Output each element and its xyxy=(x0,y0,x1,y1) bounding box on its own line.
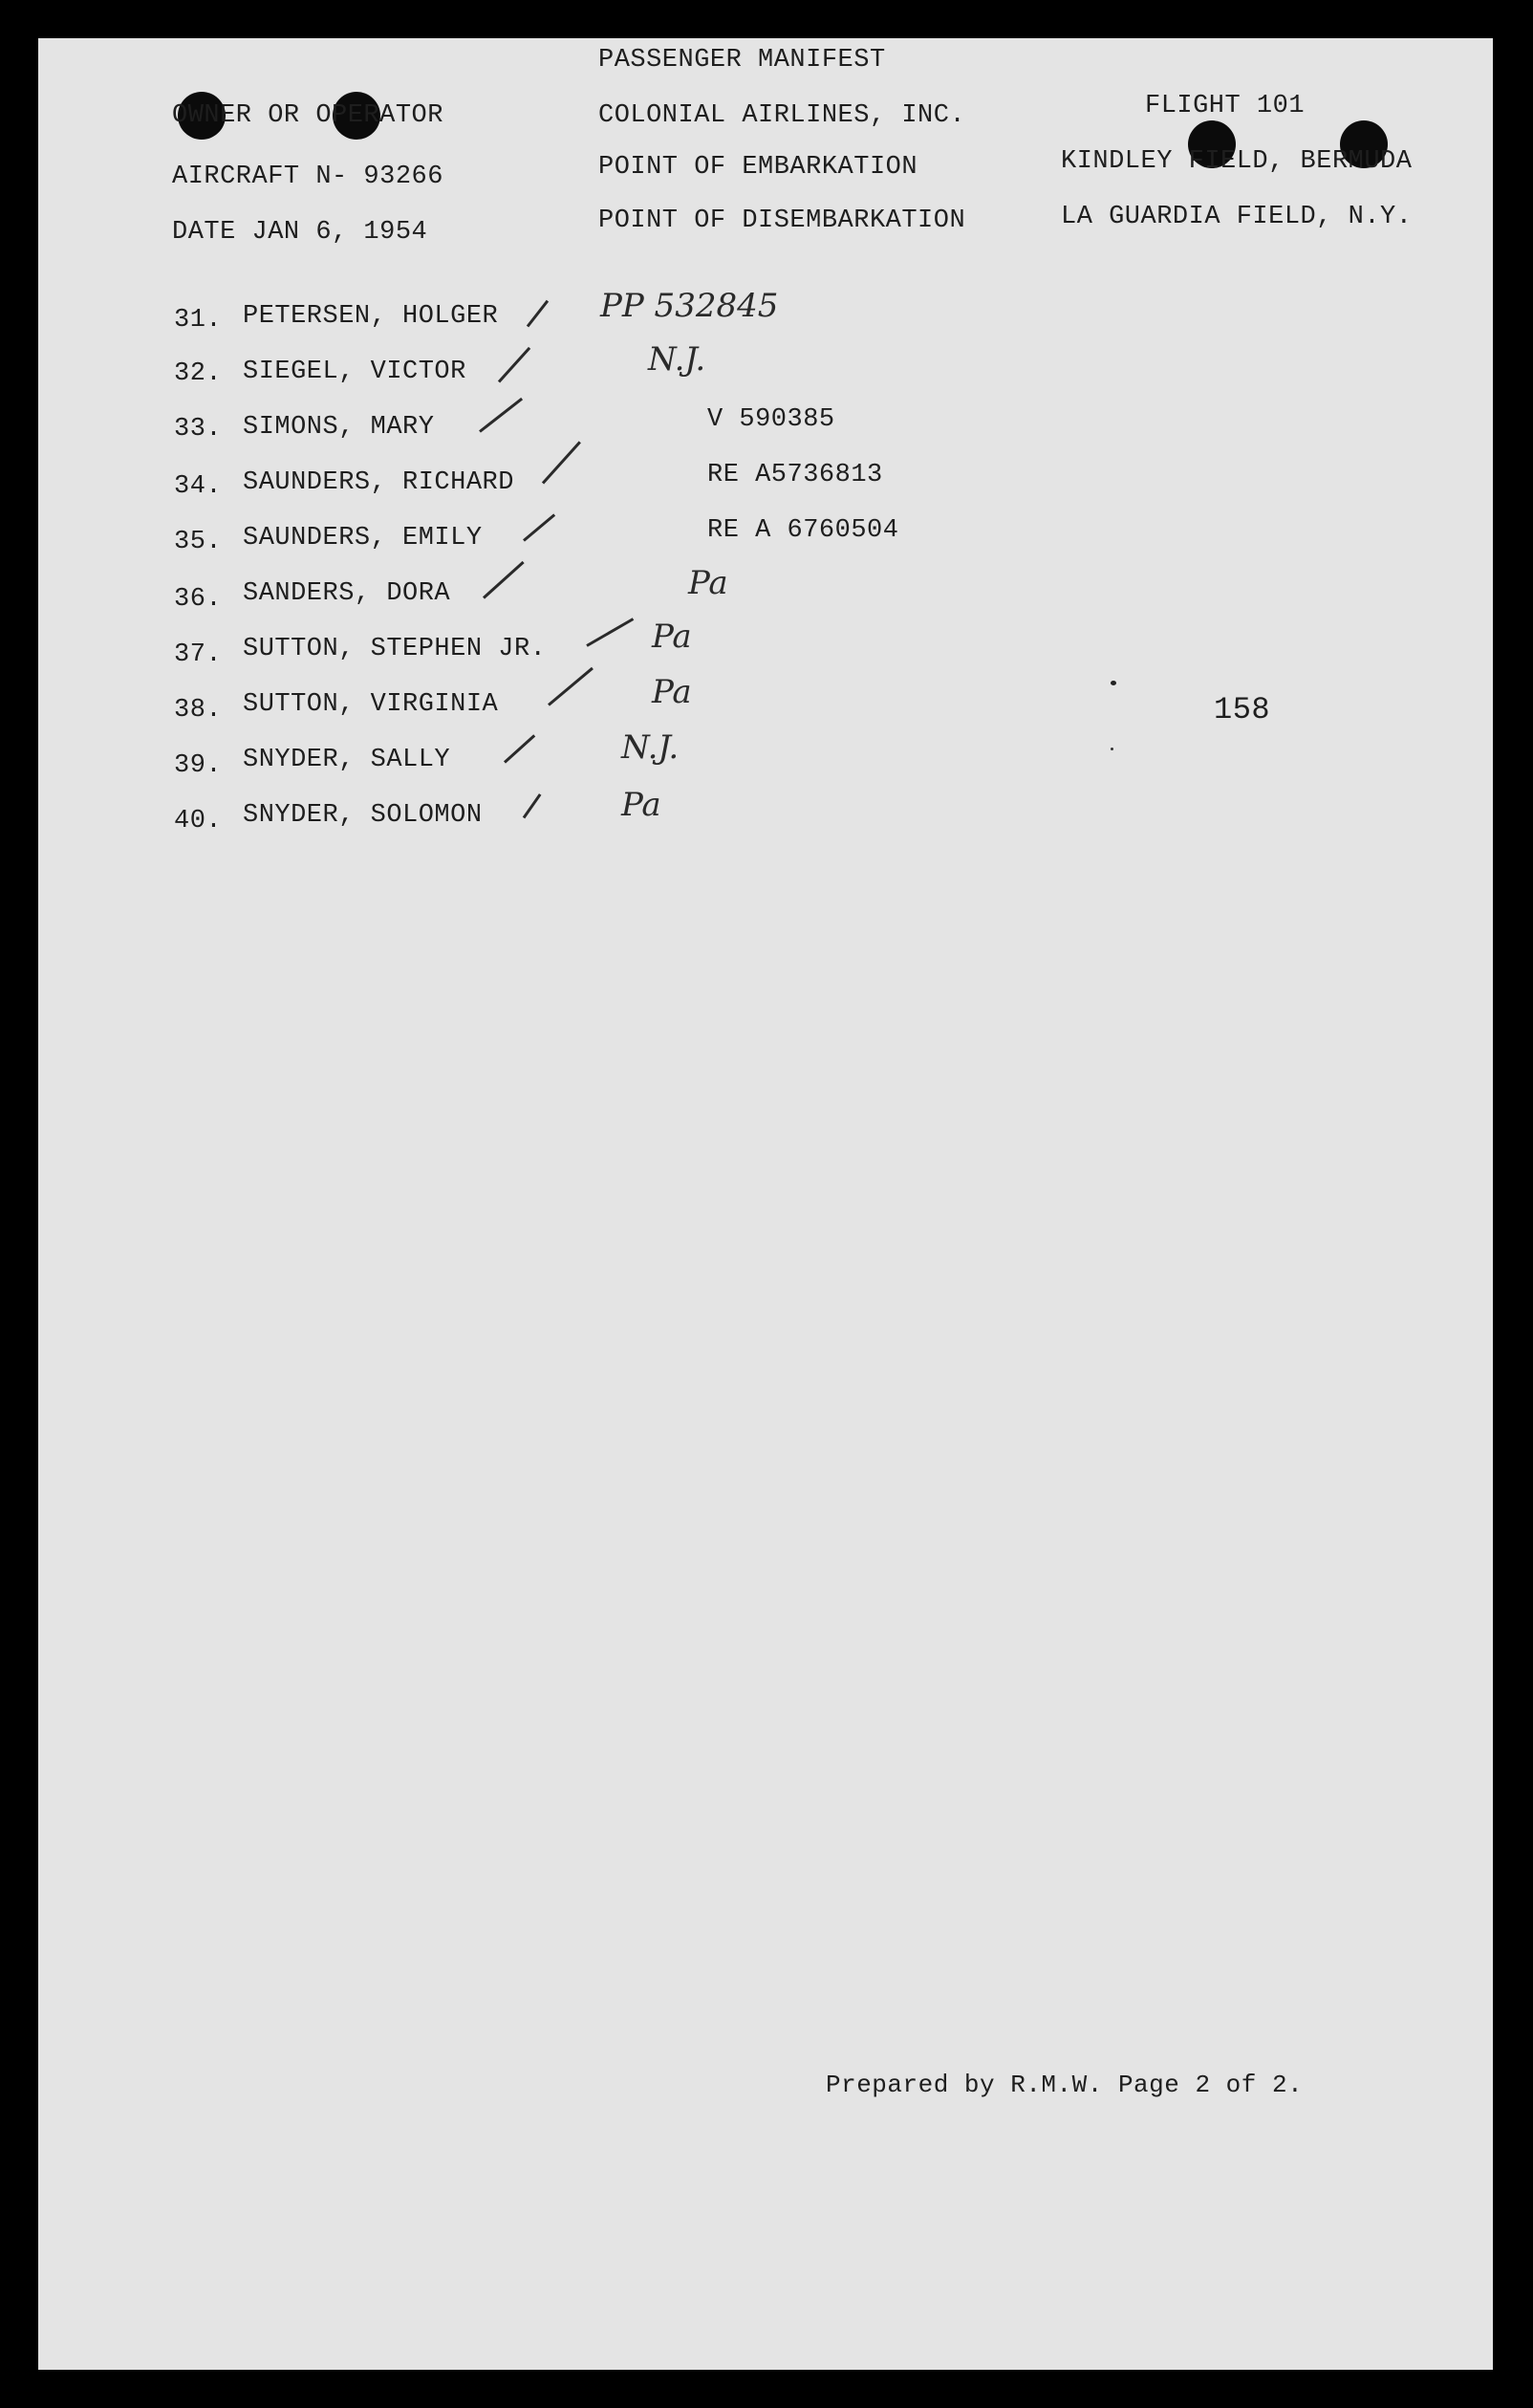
check-mark xyxy=(523,793,542,818)
operator-name: COLONIAL AIRLINES, INC. xyxy=(598,101,966,130)
row-number: 38. xyxy=(174,696,223,725)
flight-number: FLIGHT 101 xyxy=(1145,92,1306,120)
row-number: 39. xyxy=(174,751,223,780)
stray-dot xyxy=(1111,681,1116,685)
stray-dot xyxy=(1111,748,1113,750)
passenger-document: V 590385 xyxy=(707,405,835,434)
passenger-name: SNYDER, SOLOMON xyxy=(243,801,483,830)
passenger-document: Pa xyxy=(688,564,728,602)
passenger-document: N.J. xyxy=(621,728,680,767)
page-number: 158 xyxy=(1214,692,1271,727)
passenger-name: SAUNDERS, RICHARD xyxy=(243,468,514,497)
passenger-name: SAUNDERS, EMILY xyxy=(243,524,483,553)
manifest-title: PASSENGER MANIFEST xyxy=(598,46,886,75)
passenger-document: RE A5736813 xyxy=(707,461,883,489)
check-mark xyxy=(498,347,530,383)
passenger-document: N.J. xyxy=(648,340,706,379)
check-mark xyxy=(548,667,594,706)
passenger-document: Pa xyxy=(652,618,692,656)
check-mark xyxy=(527,300,549,328)
disembarkation-place: LA GUARDIA FIELD, N.Y. xyxy=(1061,203,1413,231)
passenger-document: RE A 6760504 xyxy=(707,516,899,545)
check-mark xyxy=(483,561,525,599)
embarkation-label: POINT OF EMBARKATION xyxy=(598,153,918,182)
prepared-by-footer: Prepared by R.M.W. Page 2 of 2. xyxy=(826,2071,1304,2099)
row-number: 37. xyxy=(174,640,223,669)
passenger-name: SUTTON, STEPHEN JR. xyxy=(243,635,547,663)
aircraft-number: AIRCRAFT N- 93266 xyxy=(172,163,443,191)
check-mark xyxy=(479,398,523,433)
row-number: 31. xyxy=(174,306,223,335)
manifest-date: DATE JAN 6, 1954 xyxy=(172,218,428,247)
embarkation-place: KINDLEY FIELD, BERMUDA xyxy=(1061,147,1413,176)
passenger-document: PP 532845 xyxy=(600,287,779,325)
row-number: 33. xyxy=(174,415,223,444)
owner-label: OWNER OR OPERATOR xyxy=(172,101,443,130)
check-mark xyxy=(523,513,555,541)
passenger-document: Pa xyxy=(621,786,661,824)
passenger-name: SNYDER, SALLY xyxy=(243,746,451,774)
disembarkation-label: POINT OF DISEMBARKATION xyxy=(598,206,966,235)
check-mark xyxy=(504,734,535,763)
row-number: 34. xyxy=(174,472,223,501)
check-mark xyxy=(586,618,634,647)
row-number: 35. xyxy=(174,528,223,556)
manifest-page xyxy=(38,38,1493,2370)
passenger-name: SIMONS, MARY xyxy=(243,413,435,442)
check-mark xyxy=(542,441,581,484)
row-number: 32. xyxy=(174,359,223,388)
passenger-name: PETERSEN, HOLGER xyxy=(243,302,499,331)
passenger-name: SUTTON, VIRGINIA xyxy=(243,690,499,719)
passenger-name: SANDERS, DORA xyxy=(243,579,451,608)
row-number: 36. xyxy=(174,585,223,614)
row-number: 40. xyxy=(174,807,223,835)
passenger-name: SIEGEL, VICTOR xyxy=(243,358,466,386)
passenger-document: Pa xyxy=(652,673,692,711)
